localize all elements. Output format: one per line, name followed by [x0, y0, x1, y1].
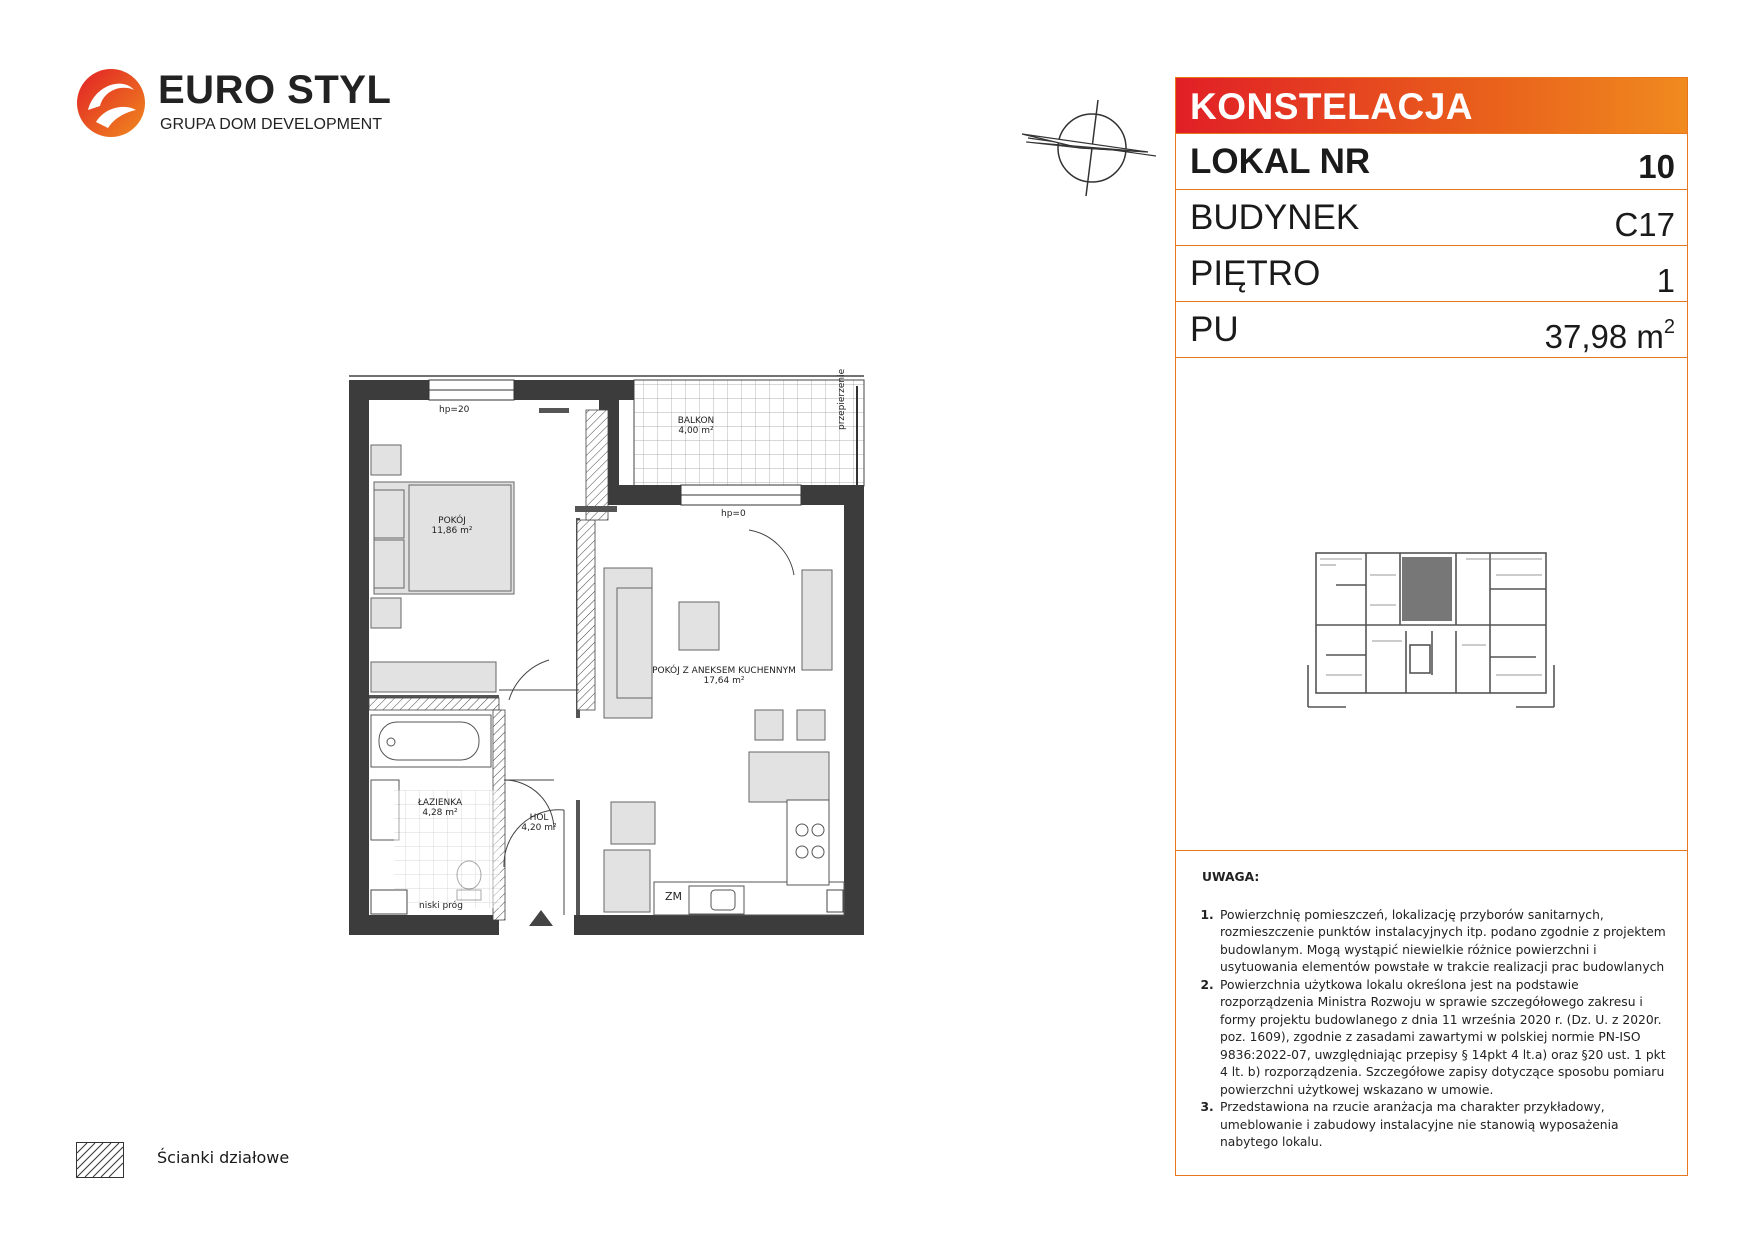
- info-value: 10: [1638, 148, 1675, 185]
- brand-subtitle: GRUPA DOM DEVELOPMENT: [160, 116, 382, 133]
- meter-label: ZM: [665, 890, 683, 903]
- info-row-budynek: [1176, 189, 1687, 245]
- info-row-lokal: [1176, 133, 1687, 189]
- info-label: BUDYNEK: [1190, 198, 1360, 237]
- info-label: PIĘTRO: [1190, 254, 1321, 293]
- info-row-pietro: [1176, 245, 1687, 301]
- north-arrow-icon: [1020, 96, 1160, 206]
- room-area: 4,28 m²: [422, 808, 458, 818]
- room-name: ŁAZIENKA: [417, 798, 463, 808]
- threshold-label: niski próg: [419, 901, 463, 911]
- notes-list: [1202, 907, 1669, 1152]
- partition-label: przepierzenie: [837, 368, 847, 430]
- notes-section: [1176, 850, 1687, 1175]
- room-label-lazienka: [405, 798, 475, 818]
- partition-wall-hatch-icon: [76, 1142, 124, 1178]
- info-label: PU: [1190, 310, 1239, 349]
- room-label-hol: [509, 813, 569, 833]
- area-value: 37,98 m: [1544, 318, 1664, 355]
- project-name: KONSTELACJA: [1176, 78, 1687, 133]
- note-item: 3. Przedstawiona na rzucie aranżacja ma charakter przykładowy, umeblowanie i zabudowy instalacyjne nie stanowią wyposażenia nabytego lokalu.: [1218, 1099, 1669, 1152]
- brand-logo: [74, 66, 394, 146]
- room-area: 4,20 m²: [521, 823, 557, 833]
- apartment-info-table: [1175, 77, 1688, 358]
- euro-styl-logo-icon: [74, 66, 148, 140]
- entrance-arrow-icon: [529, 910, 553, 926]
- highlighted-unit: [1402, 557, 1452, 621]
- room-label-balkon: [666, 416, 726, 436]
- room-label-pokoj-z-aneksem: [649, 666, 799, 686]
- info-value: C17: [1614, 206, 1675, 243]
- info-value: [1545, 318, 1675, 356]
- room-name: BALKON: [677, 416, 715, 426]
- info-body: [1175, 355, 1688, 1176]
- notes-title: UWAGA:: [1202, 870, 1260, 884]
- note-item: 1. Powierzchnię pomieszczeń, lokalizację przyborów sanitarnych, rozmieszczenie punktów instalacyjnych itp. podano zgodnie z projektem budowlanym. Mogą wystąpić niewielkie różnice powierzchni i usytuowania elementów powstałe w trakcie realizacji prac budowlanych: [1218, 907, 1669, 977]
- area-unit-superscript: 2: [1663, 316, 1675, 338]
- info-label: LOKAL NR: [1190, 142, 1371, 181]
- window-height-label: hp=20: [439, 405, 470, 415]
- info-value: 1: [1656, 262, 1675, 299]
- floor-plan: [349, 370, 869, 945]
- room-label-pokoj: [417, 516, 487, 536]
- door-height-label: hp=0: [721, 509, 746, 519]
- room-area: 4,00 m²: [678, 426, 714, 436]
- room-area: 11,86 m²: [431, 526, 473, 536]
- room-name: POKÓJ Z ANEKSEM KUCHENNYM: [652, 666, 796, 676]
- building-key-plan: [1306, 545, 1556, 715]
- note-item: 2. Powierzchnia użytkowa lokalu określona jest na podstawie rozporządzenia Ministra Rozwoju w sprawie szczegółowego zakresu i formy projektu budowlanego z dnia 11 września 2020 r. (Dz. U. z 2020r. poz. 1609), zgodnie z zasadami zawartymi w polskiej normie PN-ISO 9836:2022-07, uwzględniając przepisy § 14pkt 4 lt.a) oraz §20 ust. 1 pkt 4 lt. b) rozporządzenia. Szczegółowe zapisy dotyczące sposobu pomiaru powierzchni użytkowej wskazano w umowie.: [1218, 977, 1669, 1100]
- brand-name: EURO STYL: [158, 68, 392, 112]
- room-name: POKÓJ: [438, 516, 466, 526]
- room-area: 17,64 m²: [703, 676, 745, 686]
- info-row-pu: [1176, 301, 1687, 357]
- room-name: HOL: [529, 813, 549, 823]
- floor-plan-drawing: [349, 370, 869, 940]
- legend-label: Ścianki działowe: [157, 1148, 290, 1167]
